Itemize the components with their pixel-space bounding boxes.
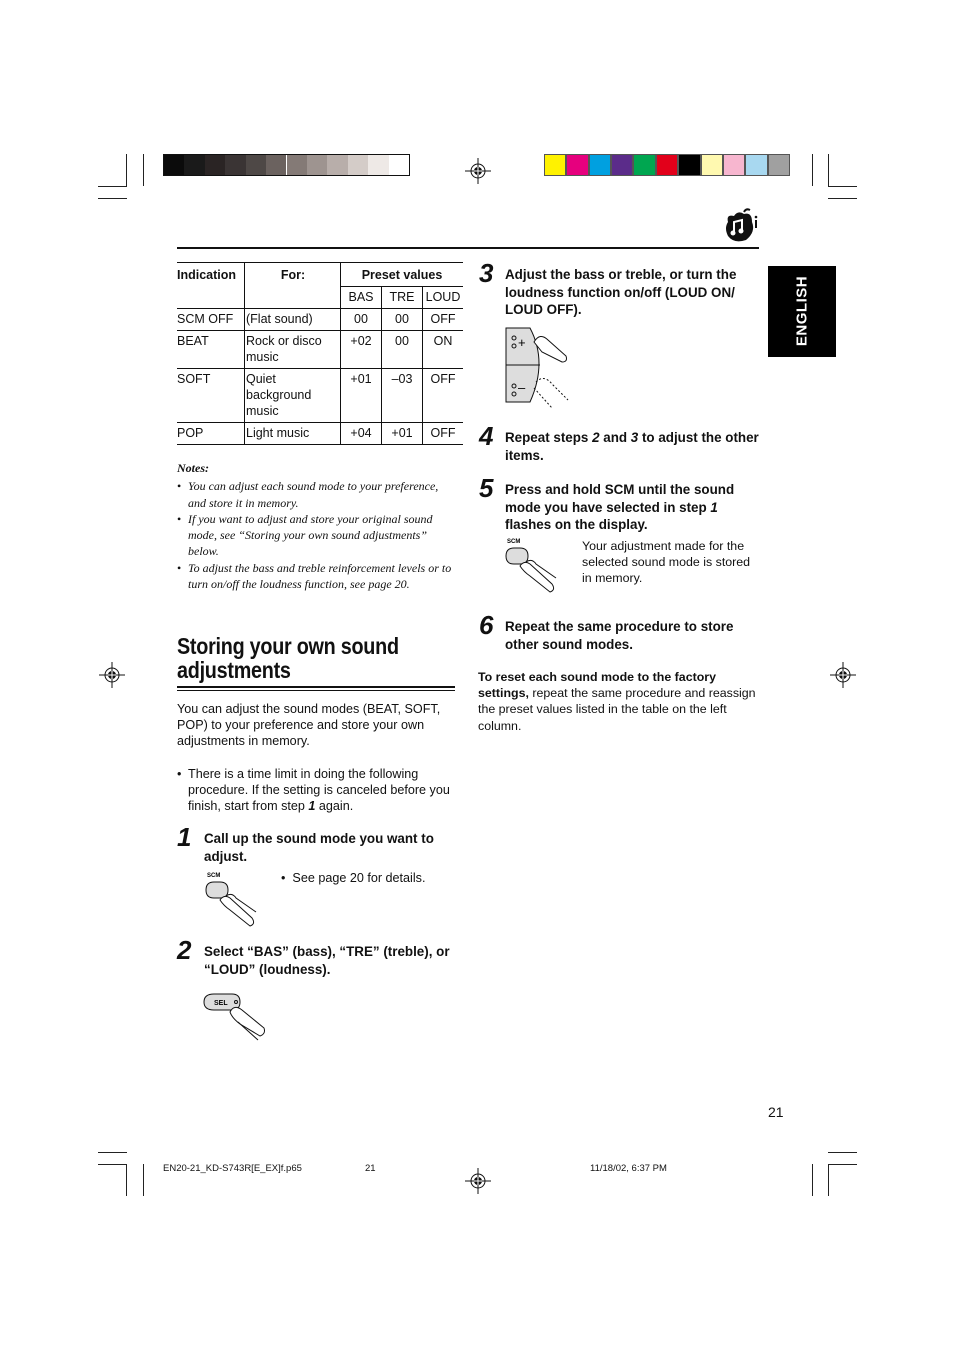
step-1-note: • See page 20 for details.: [281, 871, 426, 885]
color-swatch: [656, 154, 678, 176]
notes: [177, 460, 457, 592]
color-swatch: [633, 154, 655, 176]
plus-minus-knob-icon: [500, 322, 572, 414]
table-header-for: For:: [245, 263, 341, 309]
language-tab-label: ENGLISH: [793, 275, 811, 347]
reset-text: repeat the same procedure and reassign the preset values listed in the table on the left column.: [478, 686, 756, 733]
registration-mark-icon: [830, 662, 856, 688]
step-5-note: Your adjustment made for the selected sound mode is stored in memory.: [582, 539, 751, 586]
table-subheader-bas: BAS: [341, 287, 382, 309]
step-ref: 3: [630, 430, 639, 445]
gray-swatch: [368, 155, 388, 175]
page-number: 21: [768, 1104, 784, 1120]
gray-swatch: [184, 155, 204, 175]
step-text: [505, 481, 761, 534]
color-calibration-bar: [544, 154, 790, 176]
table-row: [177, 331, 463, 369]
table-cell: Quiet background music: [245, 369, 341, 423]
notes-title: Notes:: [177, 461, 209, 475]
step-ref: 2: [592, 430, 600, 445]
language-tab: [768, 266, 836, 357]
table-cell: +01: [341, 369, 382, 423]
color-swatch: [678, 154, 700, 176]
table-cell: BEAT: [177, 331, 245, 369]
step-ref: 1: [710, 499, 718, 515]
registration-mark-icon: [99, 662, 125, 688]
color-swatch: [723, 154, 745, 176]
note-item: • You can adjust each sound mode to your preference, and store it in memory.: [177, 478, 457, 511]
gray-swatch: [389, 155, 409, 175]
gray-swatch: [266, 155, 286, 175]
color-swatch: [566, 154, 588, 176]
gray-swatch: [205, 155, 225, 175]
step-text-part: to adjust the other items.: [505, 430, 759, 463]
time-limit-text-end: again.: [315, 799, 354, 814]
step-text-part: Press and hold SCM until the sound mode you have selected in step: [505, 482, 735, 515]
gray-swatch: [348, 155, 368, 175]
table-header-preset: Preset values: [341, 263, 464, 287]
step-text: Call up the sound mode you want to adjust.: [204, 831, 434, 864]
table-subheader-tre: TRE: [382, 287, 423, 309]
table-row: [177, 309, 463, 331]
button-label: SEL: [214, 1000, 228, 1007]
table-cell: +02: [341, 331, 382, 369]
table-subheader-loud: LOUD: [423, 287, 464, 309]
section-intro: You can adjust the sound modes (BEAT, SOFT, POP) to your preference and store your own adjustments in memory.: [177, 702, 441, 749]
preset-values-table: [177, 262, 463, 445]
step-text: Repeat the same procedure to store other sound modes.: [505, 619, 734, 652]
table-cell: OFF: [423, 423, 464, 445]
step-note-text: See page 20 for details.: [292, 871, 426, 885]
gray-calibration-bar: [163, 154, 410, 176]
section-rule: [177, 686, 455, 688]
table-cell: OFF: [423, 309, 464, 331]
section-title: Storing your own sound adjustments: [177, 633, 399, 683]
button-label: SCM: [507, 539, 521, 545]
step-ref: 1: [308, 799, 316, 814]
step-number: 3: [479, 258, 494, 288]
music-note-bag-icon: [722, 208, 762, 244]
step-number: 1: [177, 822, 192, 852]
footer-date: 11/18/02, 6:37 PM: [590, 1163, 667, 1174]
time-limit-text: There is a time limit in doing the following procedure. If the setting is canceled before you finish, start from step: [188, 767, 450, 814]
step-number: 2: [177, 935, 192, 965]
note-item: • To adjust the bass and treble reinforcement levels or to turn on/off the loudness function, see page 20.: [177, 560, 457, 593]
step-number: 5: [479, 473, 494, 503]
gray-swatch: [287, 155, 307, 175]
color-swatch: [589, 154, 611, 176]
table-header-indication: Indication: [177, 263, 245, 309]
scm-button-press-icon: [200, 868, 262, 928]
scm-button-press-icon: [502, 534, 564, 594]
note-item: • If you want to adjust and store your original sound mode, see “Storing your own sound adjustments” below.: [177, 511, 457, 560]
svg-text:+: +: [518, 335, 526, 350]
color-swatch: [701, 154, 723, 176]
footer-file: EN20-21_KD-S743R[E_EX]f.p65: [163, 1163, 302, 1174]
table-cell: SCM OFF: [177, 309, 245, 331]
table-cell: Light music: [245, 423, 341, 445]
color-swatch: [611, 154, 633, 176]
table-cell: POP: [177, 423, 245, 445]
sel-button-press-icon: [200, 988, 270, 1042]
svg-text:–: –: [518, 380, 526, 395]
table-cell: ON: [423, 331, 464, 369]
table-cell: +01: [382, 423, 423, 445]
table-cell: SOFT: [177, 369, 245, 423]
registration-mark-icon: [465, 1168, 491, 1194]
table-cell: 00: [382, 309, 423, 331]
time-limit-note: • There is a time limit in doing the following procedure. If the setting is canceled before you finish, start from step 1 again.: [177, 767, 450, 814]
table-cell: Rock or disco music: [245, 331, 341, 369]
color-swatch: [745, 154, 767, 176]
section-rule-thin: [177, 690, 455, 691]
gray-swatch: [225, 155, 245, 175]
table-cell: +04: [341, 423, 382, 445]
gray-swatch: [327, 155, 347, 175]
table-cell: 00: [341, 309, 382, 331]
color-swatch: [768, 154, 790, 176]
table-cell: (Flat sound): [245, 309, 341, 331]
step-text-part: flashes on the display.: [505, 517, 648, 532]
reset-paragraph: [478, 669, 756, 734]
table-cell: –03: [382, 369, 423, 423]
table-row: [177, 369, 463, 423]
step-number: 6: [479, 610, 494, 640]
step-text-part: Repeat steps: [505, 430, 593, 445]
color-swatch: [544, 154, 566, 176]
button-label: SCM: [207, 873, 221, 879]
header-rule: [177, 247, 759, 249]
registration-mark-icon: [465, 158, 491, 184]
step-text-part: and: [599, 430, 631, 445]
gray-swatch: [246, 155, 266, 175]
step-text: [505, 429, 761, 464]
step-text: Adjust the bass or treble, or turn the loudness function on/off (LOUD ON/ LOUD OFF).: [505, 267, 737, 317]
footer-page: 21: [365, 1163, 376, 1174]
gray-swatch: [164, 155, 184, 175]
step-text: Select “BAS” (bass), “TRE” (treble), or “LOUD” (loudness).: [204, 944, 450, 977]
table-cell: 00: [382, 331, 423, 369]
reset-bold: To reset each sound mode to the factory settings,: [478, 670, 716, 701]
table-row: [177, 423, 463, 445]
step-number: 4: [479, 421, 494, 451]
table-cell: OFF: [423, 369, 464, 423]
gray-swatch: [307, 155, 327, 175]
